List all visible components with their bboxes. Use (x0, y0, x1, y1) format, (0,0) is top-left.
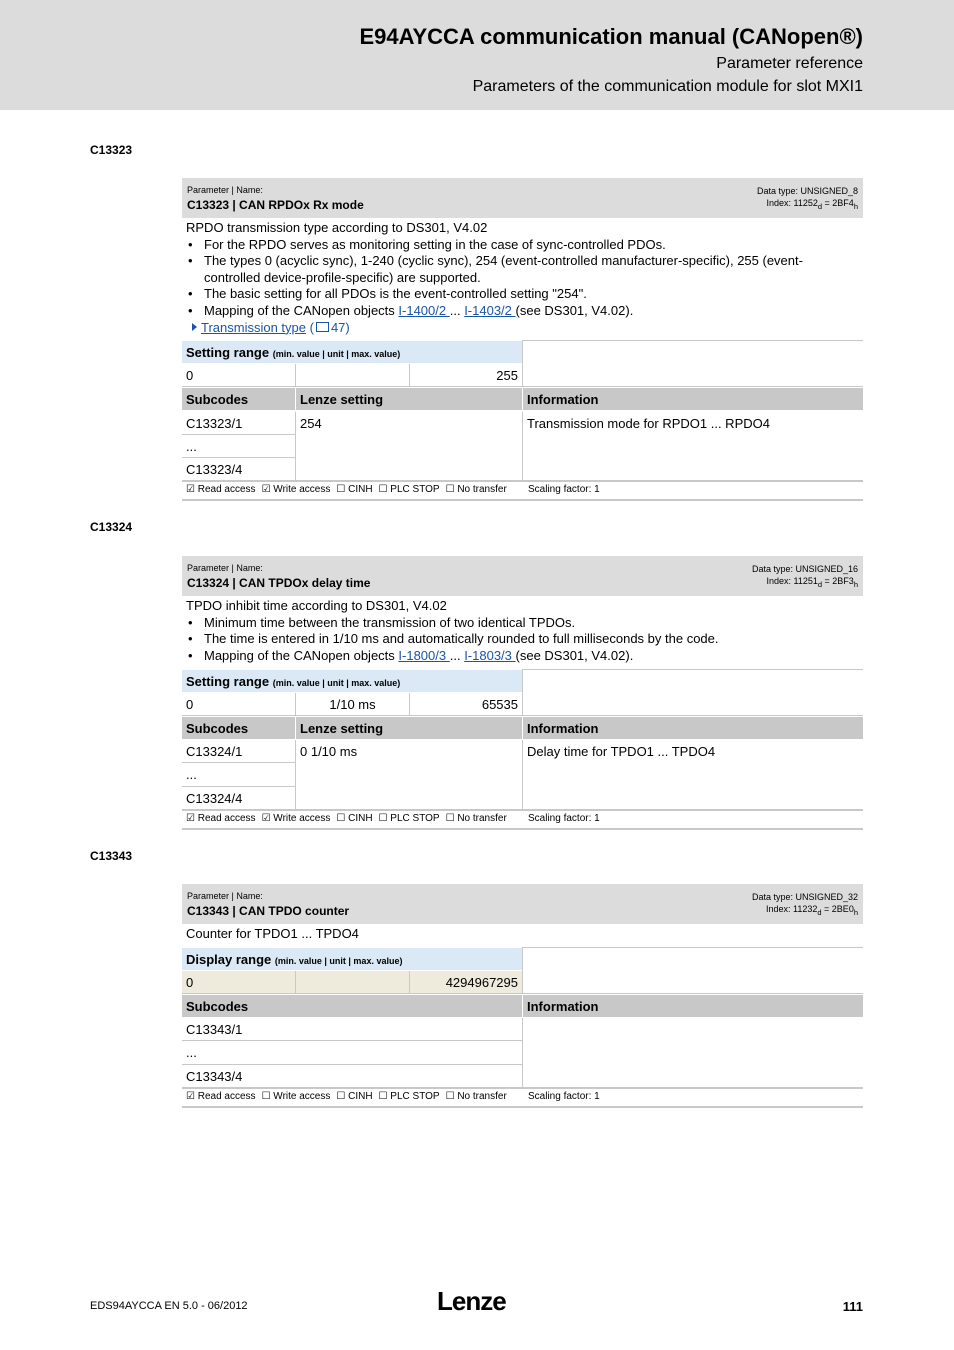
information-value: Delay time for TPDO1 ... TPDO4 (522, 740, 863, 809)
subcodes-header: Subcodes (182, 995, 522, 1017)
data-type-info (757, 185, 858, 213)
range-unit: 1/10 ms (295, 693, 409, 716)
parameter-name: C13324 | CAN TPDOx delay time (187, 576, 371, 590)
parameter-label: Parameter | Name: (187, 185, 263, 195)
section-title: Parameters of the communication module for slot MXI1 (472, 78, 863, 95)
index-info: Index: $11232_d = 2BE0_h$ (765, 904, 858, 917)
range-unit (295, 364, 409, 387)
object-link[interactable]: I-1403/2 (464, 302, 516, 318)
information-header: Information (522, 995, 863, 1017)
bullet-list (186, 615, 904, 665)
bullet-item: • Minimum time between the transmission of two identical TPDOs. (186, 615, 824, 632)
range-max: 255 (409, 364, 522, 387)
range-min: 0 (182, 971, 295, 994)
parameter-name: C13323 | CAN RPDOx Rx mode (187, 198, 364, 212)
parameter-description (186, 926, 359, 943)
parameter-header (182, 178, 863, 218)
index-info: Index: $11252_d = 2BF4_h$ (766, 198, 858, 211)
parameter-label: Parameter | Name: (187, 563, 263, 573)
display-range-header: Display range (min. value | unit | max. value) (182, 948, 522, 970)
page-header (0, 0, 954, 110)
object-link[interactable]: I-1803/3 (464, 647, 516, 663)
bullet-item: • The types 0 (acyclic sync), 1-240 (cyclic sync), 254 (event-controlled manufacturer-specific), 255 (event-controlled device-profile-specific) are supported. (186, 253, 824, 286)
description-text: TPDO inhibit time according to DS301, V4.02 (186, 598, 447, 613)
description-text: Counter for TPDO1 ... TPDO4 (186, 926, 359, 941)
section-heading: C13343 (90, 849, 133, 863)
information-header: Information (522, 717, 863, 739)
chapter-title: Parameter reference (716, 55, 863, 72)
information-header: Information (522, 388, 863, 410)
range-min: 0 (182, 693, 295, 716)
object-link[interactable]: I-1400/2 (398, 302, 450, 318)
setting-range-header: Setting range (min. value | unit | max. value) (182, 670, 522, 692)
subcode-row: C13323/4 (186, 462, 243, 477)
section-heading: C13323 (90, 143, 133, 157)
data-type-info (752, 891, 858, 919)
parameter-description (186, 220, 824, 336)
document-id: EDS94AYCCA EN 5.0 - 06/2012 (90, 1300, 248, 1312)
access-flags: ☑ Read access ☐ Write access ☐ CINH ☐ PLC STOP ☐ No transfer (186, 1091, 507, 1102)
parameter-description (186, 598, 904, 664)
information-value: Transmission mode for RPDO1 ... RPDO4 (522, 412, 863, 481)
range-max: 65535 (409, 693, 522, 716)
subcode-row: C13324/4 (186, 791, 243, 806)
subcode-row: C13343/4 (186, 1069, 243, 1084)
bullet-item: • The time is entered in 1/10 ms and automatically rounded to full milliseconds by the code. (186, 631, 904, 648)
range-min: 0 (182, 364, 295, 387)
scaling-factor: Scaling factor: 1 (528, 1091, 600, 1102)
parameter-header (182, 884, 863, 924)
data-type-info (752, 563, 858, 591)
lenze-setting-value: 0 1/10 ms (295, 740, 522, 809)
parameter-label: Parameter | Name: (187, 891, 263, 901)
access-flags: ☑ Read access ☑ Write access ☐ CINH ☐ PLC STOP ☐ No transfer (186, 484, 507, 495)
lenze-setting-value: 254 (295, 412, 522, 481)
bullet-item: • The basic setting for all PDOs is the event-controlled setting "254". (186, 286, 824, 303)
parameter-name: C13343 | CAN TPDO counter (187, 904, 350, 918)
data-type: Data type: UNSIGNED_16 (751, 564, 858, 574)
lenze-setting-header: Lenze setting (295, 717, 522, 739)
object-link[interactable]: I-1800/3 (398, 647, 450, 663)
subcode-row: ... (182, 435, 295, 458)
page-number: 111 (842, 1299, 863, 1314)
subcode-row: C13323/1 (182, 412, 295, 435)
bullet-item: • Mapping of the CANopen objects I-1400/2 ... I-1403/2 (see DS301, V4.02). (186, 303, 824, 320)
index-info: Index: $11251_d = 2BF3_h$ (766, 576, 858, 589)
description-text: RPDO transmission type according to DS301, V4.02 (186, 220, 488, 235)
bullet-list (186, 237, 824, 320)
subcodes-header: Subcodes (182, 717, 295, 739)
range-unit (295, 971, 409, 994)
cross-reference: Transmission type ( 47) (186, 320, 824, 337)
lenze-logo: Lenze (437, 1286, 506, 1316)
subcodes-header: Subcodes (182, 388, 295, 410)
subcode-row: C13343/1 (182, 1018, 522, 1041)
manual-title: E94AYCCA communication manual (CANopen®) (359, 24, 863, 49)
section-heading: C13324 (90, 520, 133, 534)
transmission-type-link[interactable]: Transmission type (201, 319, 306, 335)
access-flags: ☑ Read access ☑ Write access ☐ CINH ☐ PLC STOP ☐ No transfer (186, 813, 507, 824)
book-icon (316, 322, 329, 332)
subcode-row: ... (182, 763, 295, 787)
information-value (522, 1018, 863, 1087)
data-type: Data type: UNSIGNED_8 (756, 186, 858, 196)
setting-range-header: Setting range (min. value | unit | max. value) (182, 341, 522, 363)
subcode-row: ... (182, 1041, 522, 1065)
range-max: 4294967295 (409, 971, 522, 994)
scaling-factor: Scaling factor: 1 (528, 813, 600, 824)
bullet-item: • For the RPDO serves as monitoring setting in the case of sync-controlled PDOs. (186, 237, 824, 254)
data-type: Data type: UNSIGNED_32 (751, 892, 858, 902)
bullet-item: • Mapping of the CANopen objects I-1800/3 ... I-1803/3 (see DS301, V4.02). (186, 648, 824, 665)
scaling-factor: Scaling factor: 1 (528, 484, 600, 495)
lenze-setting-header: Lenze setting (295, 388, 522, 410)
subcode-row: C13324/1 (182, 740, 295, 763)
arrow-right-icon (192, 323, 197, 331)
parameter-header (182, 556, 863, 596)
